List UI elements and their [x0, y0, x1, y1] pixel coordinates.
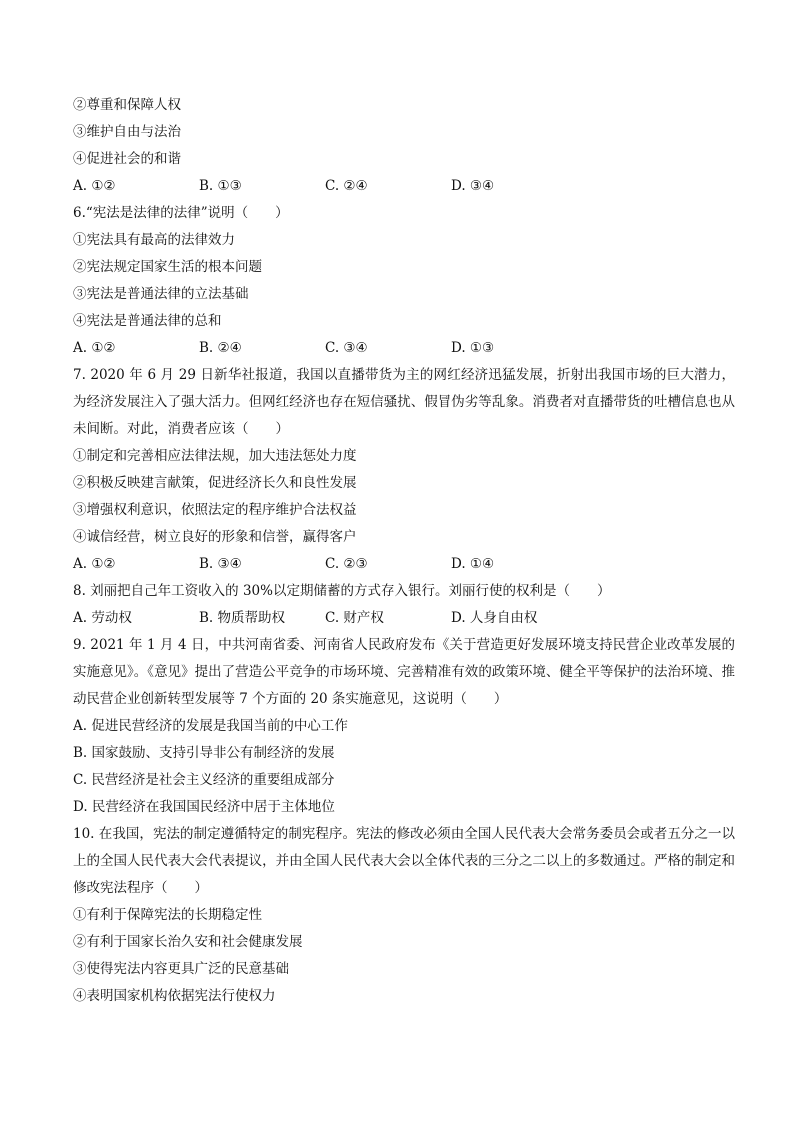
q5-options: [73, 173, 735, 200]
q10-item-3: ③使得宪法内容更具广泛的民意基础: [73, 961, 289, 977]
q9-option-b[interactable]: B. 国家鼓励、支持引导非公有制经济的发展: [73, 745, 335, 761]
question-7: [73, 362, 735, 578]
q5-item-4: ④促进社会的和谐: [73, 151, 181, 167]
q9-option-d[interactable]: D. 民营经济在我国国民经济中居于主体地位: [73, 799, 335, 815]
question-5-continued: [73, 92, 735, 200]
q5-option-c[interactable]: C. ②④: [325, 178, 368, 194]
q7-option-a[interactable]: A. ①②: [73, 556, 116, 572]
q9-stem: 9. 2021 年 1 月 4 日，中共河南省委、河南省人民政府发布《关于营造更好发展环境支持民营企业改革发展的实施意见》。《意见》提出了营造公平竞争的市场环境、完善精准有效的政策环境、健全平等保护的法治环境、推动民营企业创新转型发展等 7 个方面的 20 条实施意见，这说明（ ）: [73, 637, 735, 707]
q6-option-d[interactable]: D. ①③: [451, 340, 495, 356]
q6-option-a[interactable]: A. ①②: [73, 340, 116, 356]
q6-options: [73, 335, 735, 362]
question-10: [73, 821, 735, 1010]
q6-item-1: ①宪法具有最高的法律效力: [73, 232, 235, 248]
q7-item-3: ③增强权利意识，依照法定的程序维护合法权益: [73, 502, 357, 518]
q7-item-2: ②积极反映建言献策，促进经济长久和良性发展: [73, 475, 357, 491]
q6-option-c[interactable]: C. ③④: [325, 340, 368, 356]
q9-option-c[interactable]: C. 民营经济是社会主义经济的重要组成部分: [73, 772, 335, 788]
q10-stem: 10. 在我国，宪法的制定遵循特定的制宪程序。宪法的修改必须由全国人民代表大会常务委员会或者五分之一以上的全国人民代表大会代表提议，并由全国人民代表大会以全体代表的三分之二以上的多数通过。严格的制定和修改宪法程序（ ）: [73, 826, 735, 896]
question-6: [73, 200, 735, 362]
q8-option-a[interactable]: A. 劳动权: [73, 610, 132, 626]
q6-item-2: ②宪法规定国家生活的根本问题: [73, 259, 262, 275]
q7-option-b[interactable]: B. ③④: [199, 556, 242, 572]
q5-item-2: ②尊重和保障人权: [73, 97, 181, 113]
q10-item-1: ①有利于保障宪法的长期稳定性: [73, 907, 262, 923]
q6-item-3: ③宪法是普通法律的立法基础: [73, 286, 249, 302]
q8-option-d[interactable]: D. 人身自由权: [451, 610, 538, 626]
q7-stem: 7. 2020 年 6 月 29 日新华社报道，我国以直播带货为主的网红经济迅猛发展，折射出我国市场的巨大潜力，为经济发展注入了强大活力。但网红经济也存在短信骚扰、假冒伪劣等乱象。消费者对直播带货的吐槽信息也从未间断。对此，消费者应该（ ）: [73, 367, 735, 437]
q9-option-a[interactable]: A. 促进民营经济的发展是我国当前的中心工作: [73, 718, 348, 734]
q7-item-1: ①制定和完善相应法律法规，加大违法惩处力度: [73, 448, 357, 464]
q6-stem: 6.“宪法是法律的法律”说明（ ）: [73, 205, 289, 221]
question-9: [73, 632, 735, 821]
q5-option-a[interactable]: A. ①②: [73, 178, 116, 194]
exam-page: [73, 92, 735, 1010]
q8-option-b[interactable]: B. 物质帮助权: [199, 610, 286, 626]
question-8: [73, 578, 735, 632]
q6-item-4: ④宪法是普通法律的总和: [73, 313, 222, 329]
q8-option-c[interactable]: C. 财产权: [325, 610, 384, 626]
q6-option-b[interactable]: B. ②④: [199, 340, 242, 356]
q10-item-2: ②有利于国家长治久安和社会健康发展: [73, 934, 303, 950]
q7-option-c[interactable]: C. ②③: [325, 556, 368, 572]
q5-item-3: ③维护自由与法治: [73, 124, 181, 140]
q5-option-b[interactable]: B. ①③: [199, 178, 242, 194]
q7-option-d[interactable]: D. ①④: [451, 556, 495, 572]
q8-options: [73, 605, 735, 632]
q8-stem: 8. 刘丽把自己年工资收入的 30%以定期储蓄的方式存入银行。刘丽行使的权利是（ ）: [73, 583, 611, 599]
q7-item-4: ④诚信经营，树立良好的形象和信誉，赢得客户: [73, 529, 357, 545]
q5-option-d[interactable]: D. ③④: [451, 178, 495, 194]
q7-options: [73, 551, 735, 578]
q10-item-4: ④表明国家机构依据宪法行使权力: [73, 988, 276, 1004]
